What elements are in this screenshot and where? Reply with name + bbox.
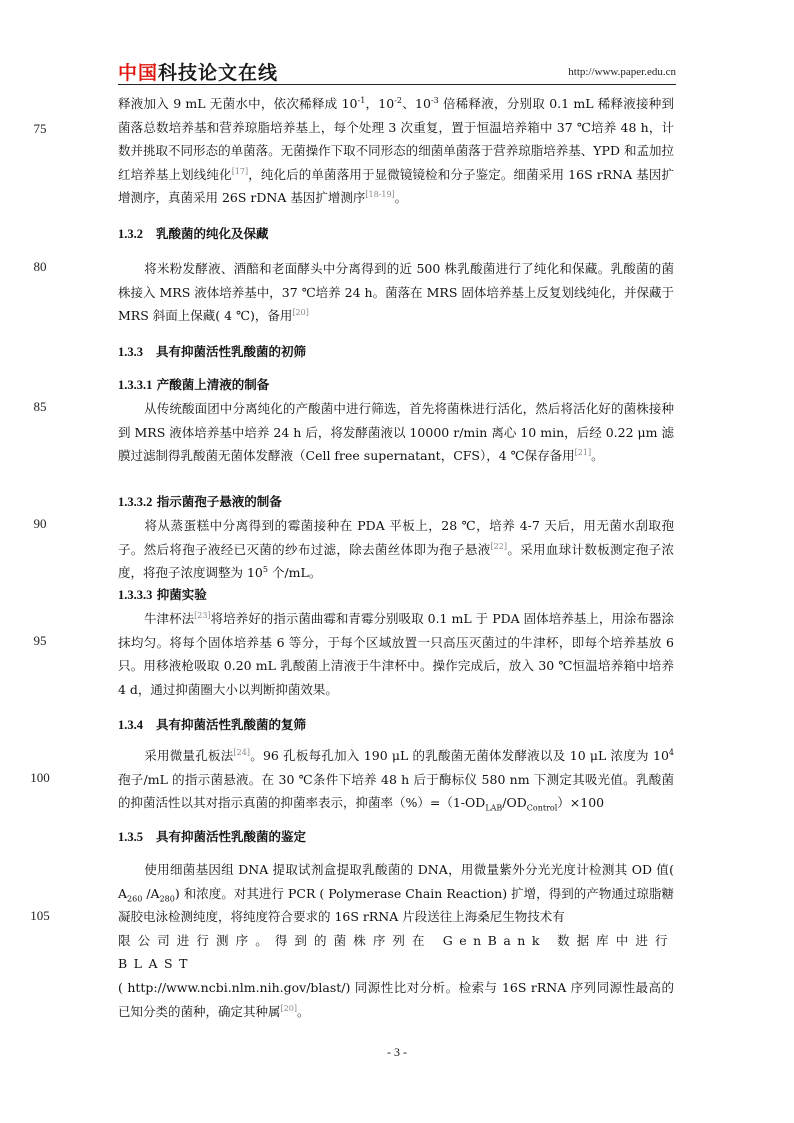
text: 、10 — [402, 96, 431, 111]
page-number: - 3 - — [387, 1045, 407, 1059]
citation: [22] — [490, 541, 507, 551]
logo-red-text: 中国 — [118, 62, 159, 84]
citation: [20] — [292, 308, 309, 318]
header-url[interactable]: http://www.paper.edu.cn — [568, 66, 676, 78]
text: 使用细菌基因组 DNA 提取试剂盒提取乳酸菌的 DNA，用微量紫外分光光度计检测其 OD 值( A — [118, 862, 674, 901]
page-header — [118, 60, 676, 82]
subscript: 260 — [127, 894, 143, 904]
text: 限公司进行测序。得到的菌株序列在 GenBank 数据库中进行 BLAST — [118, 932, 674, 972]
line-number: 100 — [30, 770, 50, 785]
line-number: 85 — [33, 399, 47, 414]
paragraph-identification — [118, 858, 674, 1023]
subsection-heading-1-3-3-1 — [118, 376, 674, 394]
section-number: 1.3.4 — [118, 718, 143, 732]
superscript: -3 — [430, 95, 439, 105]
line-number: 90 — [33, 516, 47, 531]
header-rule — [118, 84, 676, 85]
text: 牛津杯法 — [144, 611, 195, 626]
citation: [20] — [280, 1003, 297, 1013]
line-number: 105 — [30, 908, 50, 923]
text: ，纯化后的单菌落用于显微镜镜检和分子鉴定。细菌采用 16S rRNA 基因扩增测序，真菌采用 26S rDNA 基因扩增测序 — [118, 166, 674, 206]
section-title: 具有抑菌活性乳酸菌的复筛 — [156, 717, 307, 732]
superscript: -2 — [394, 95, 403, 105]
section-number: 1.3.2 — [118, 227, 143, 241]
text: /A — [142, 885, 160, 901]
text: 将从蒸蛋糕中分离得到的霉菌接种在 PDA 平板上，28 ℃，培养 4-7 天后，用无菌水刮取孢子。然后将孢子液经已灭菌的纱布过滤，除去菌丝体即为孢子悬液 — [118, 518, 674, 557]
text: ) 和浓度。对其进行 PCR ( Polymerase Chain Reaction) 扩增，得到的产物通过琼脂糖凝胶电泳检测纯度，将纯度符合要求的 16S rRNA 片段送往上海桑尼生物技术有 — [118, 885, 674, 925]
logo-black-text: 科技论文在线 — [158, 62, 279, 84]
subscript: Control — [526, 803, 558, 813]
journal-logo — [118, 58, 278, 85]
section-number: 1.3.3 — [118, 345, 143, 359]
text: ）×100 — [557, 795, 605, 811]
citation: [23] — [194, 610, 211, 620]
text: ( http://www.ncbi.nlm.nih.gov/blast/) 同源性比对分析。检索与 16S rRNA 序列同源性最高的已知分类的菌种，确定其种属 — [118, 979, 674, 1019]
text: 个/mL。 — [267, 565, 322, 581]
text: 。 — [591, 448, 604, 464]
paragraph-isolation — [118, 92, 674, 210]
section-number: 1.3.3.3 — [118, 588, 153, 602]
paragraph-supernatant — [118, 397, 674, 468]
text: 将米粉发酵液、酒醅和老面酵头中分离得到的近 500 株乳酸菌进行了纯化和保藏。乳酸菌的菌株接入 MRS 液体培养基中，37 ℃培养 24 h。菌落在 MRS 固体培养基上反复划线纯化，并保藏于 MRS 斜面上保藏( 4 ℃)，备用 — [118, 261, 674, 324]
text: 。 — [296, 1003, 310, 1019]
subsection-heading-1-3-3-3 — [118, 586, 674, 604]
citation: [21] — [574, 448, 592, 458]
text: 从传统酸面团中分离纯化的产酸菌中进行筛选，首先将菌株进行活化，然后将活化好的菌株接种到 MRS 液体培养基中培养 24 h 后，将发酵菌液以 10000 r/min 离心 10 min，后经 0.22 μm 滤膜过滤制得乳酸菌无菌体发酵液（Cell free supernatant，CFS），4 ℃保存备用 — [118, 401, 674, 464]
section-title: 产酸菌上清液的制备 — [156, 377, 270, 392]
section-title: 乳酸菌的纯化及保藏 — [156, 226, 269, 241]
section-heading-1-3-5 — [118, 828, 674, 846]
section-title: 抑菌实验 — [156, 587, 207, 602]
text: /OD — [502, 795, 527, 811]
line-number: 95 — [33, 633, 47, 648]
section-heading-1-3-4 — [118, 716, 674, 734]
citation: [24] — [233, 747, 250, 757]
section-number: 1.3.5 — [118, 830, 143, 844]
citation: [18-19] — [365, 190, 395, 200]
line-number: 75 — [33, 121, 47, 136]
section-title: 指示菌孢子悬液的制备 — [156, 494, 282, 509]
paragraph-purification — [118, 257, 674, 328]
text: 倍稀释液，分别取 0.1 mL 稀释液接种到菌落总数培养基和营养琼脂培养基上，每个处理 3 次重复，置于恒温培养箱中 37 ℃培养 48 h，计数并挑取不同形态的单菌落。无菌操作下取不同形态的细菌单菌落于营养琼脂培养基、YPD 和孟加拉红培养基上划线纯化 — [118, 96, 674, 182]
text: 将培养好的指示菌曲霉和青霉分别吸取 0.1 mL 于 PDA 固体培养基上，用涂布器涂抹均匀。将每个固体培养基 6 等分，于每个区域放置一只高压灭菌过的牛津杯，即每个培养基放 6 只。用移液枪吸取 0.20 mL 乳酸菌上清液于牛津杯中。操作完成后，放入 30 ℃恒温培养箱中培养 4 d，通过抑菌圈大小以判断抑菌效果。 — [118, 611, 674, 697]
subsection-heading-1-3-3-2 — [118, 493, 674, 511]
paragraph-spore-suspension — [118, 514, 674, 585]
superscript: 5 — [262, 565, 268, 575]
section-title: 具有抑菌活性乳酸菌的鉴定 — [156, 829, 307, 844]
superscript: -1 — [357, 95, 366, 105]
text: 。96 孔板每孔加入 190 μL 的乳酸菌无菌体发酵液以及 10 μL 浓度为 10 — [249, 748, 669, 763]
text: 释液加入 9 mL 无菌水中，依次稀释成 10 — [118, 96, 358, 111]
section-number: 1.3.3.2 — [118, 495, 153, 509]
line-number: 80 — [33, 259, 47, 274]
text: 。采用血球计数板测定孢子浓度，将孢子浓度调整为 10 — [118, 541, 674, 581]
paragraph-rescreening — [118, 744, 674, 815]
subscript: 280 — [159, 894, 175, 904]
section-number: 1.3.3.1 — [118, 378, 153, 392]
paragraph-inhibition-test — [118, 607, 674, 701]
subscript: LAB — [485, 803, 503, 813]
text: ，10 — [365, 96, 395, 111]
text: 孢子/mL 的指示菌悬液。在 30 ℃条件下培养 48 h 后于酶标仪 580 nm 下测定其吸光值。乳酸菌的抑菌活性以其对指示真菌的抑菌率表示，抑菌率（%）=（1-OD — [118, 771, 674, 811]
superscript: 4 — [668, 747, 674, 757]
section-heading-1-3-2 — [118, 225, 674, 243]
citation: [17] — [231, 166, 249, 176]
text: 。 — [394, 190, 408, 206]
text: 采用微量孔板法 — [144, 748, 234, 763]
section-heading-1-3-3 — [118, 343, 674, 361]
section-title: 具有抑菌活性乳酸菌的初筛 — [156, 344, 307, 359]
